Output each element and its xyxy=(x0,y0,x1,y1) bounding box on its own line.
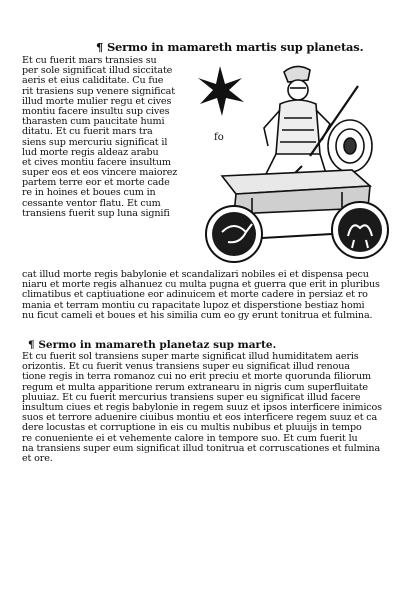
second-sermon-heading: ¶ Sermo in mamareth planetaz sup marte. xyxy=(28,339,277,351)
text-line: na transiens super eum significat illud tonitrua et corruscationes et fulmina xyxy=(22,443,381,454)
text-line: tione regis in terra romanoz cui no erit preciu et morte quorunda filiorum xyxy=(22,372,371,383)
wheel-aries-icon xyxy=(332,202,388,258)
text-line: re conueniente ei et vehemente calore in tempore suo. Et cum fuerit lu xyxy=(22,433,358,444)
text-line: tharasten cum paucitate humi xyxy=(22,117,165,128)
text-line: cessante ventor flatu. Et cum xyxy=(22,198,161,209)
text-line: montiu facere insultu sup cives xyxy=(22,106,170,117)
text-line: siens sup mercuriu significat il xyxy=(22,137,168,148)
text-line: per sole significat illud siccitate xyxy=(22,66,173,77)
text-line: re in hoines et boues cum in xyxy=(22,188,156,199)
text-line: super eos et eos vincere maiorez xyxy=(22,168,178,179)
text-line: nu ficut cameli et boues et his similia cum eo gy erunt tonitrua et fulmina. xyxy=(22,310,373,321)
text-line: dere locustas et corruptione in eis cu multis nubibus et pluuijs in tempo xyxy=(22,423,362,434)
pilcrow-icon: ¶ xyxy=(28,339,35,351)
text-line: illud morte mulier regu et cives xyxy=(22,96,172,107)
text-line: regum et multa apparitione rerum extranearu in nigris cum superfluitate xyxy=(22,382,368,393)
text-line: insultum ciues et regis babylonie in regem suuz et ipsos interficere inimicos xyxy=(22,402,382,413)
star-icon xyxy=(198,66,244,116)
text-line: Et cu fuerit mars transies su xyxy=(22,56,157,66)
wheel-scorpio-icon xyxy=(206,206,262,262)
text-line: orizontis. Et cu fuerit venus transiens super eu significat illud renoua xyxy=(22,362,350,373)
left-text-column xyxy=(22,56,192,219)
text-line: et ore. xyxy=(22,453,53,464)
pilcrow-icon: ¶ xyxy=(96,40,104,54)
woodcut-label: fo xyxy=(214,132,224,143)
text-line: ditatu. Et cu fuerit mars tra xyxy=(22,127,153,138)
mars-woodcut-illustration xyxy=(192,58,402,272)
text-line: niaru et morte regis alhanuez cu multa pugna et guerra que erit in pluribus xyxy=(22,280,380,291)
text-line: et cives montiu facere insultum xyxy=(22,157,171,168)
text-line: aeris et eius caliditate. Cu fue xyxy=(22,76,164,87)
sermon-heading: ¶ Sermo in mamareth martis sup planetas. xyxy=(96,40,364,54)
text-line: transiens fuerit sup luna signifi xyxy=(22,208,170,219)
text-line: pluuiaz. Et cu fuerit mercurius transiens super eu significat illud facere xyxy=(22,392,361,403)
text-line: climatibus et captiuatione eor adinuicem et morte cadere in persiaz et ro xyxy=(22,290,368,301)
text-line: partem terre eor et morte cade xyxy=(22,178,170,189)
text-line: rit trasiens sup venere significat xyxy=(22,86,175,97)
cart-axle xyxy=(262,234,332,238)
text-line: cat illud morte regis babylonie et scandalizari nobiles ei et dispensa pecu xyxy=(22,270,369,280)
second-text-block xyxy=(22,352,394,464)
text-line: mania et terram montiu cu rapacitate lupoz et disperstione bestiaz homi xyxy=(22,300,365,311)
text-line: suos et terrore aduenire ciuibus montiu et eos interficere regem suuz et ca xyxy=(22,413,378,424)
text-line: Et cu fuerit sol transiens super marte significat illud humiditatem aeris xyxy=(22,352,359,362)
text-line: lud morte regis aldeaz arabu xyxy=(22,147,159,158)
full-width-text-block xyxy=(22,270,394,321)
